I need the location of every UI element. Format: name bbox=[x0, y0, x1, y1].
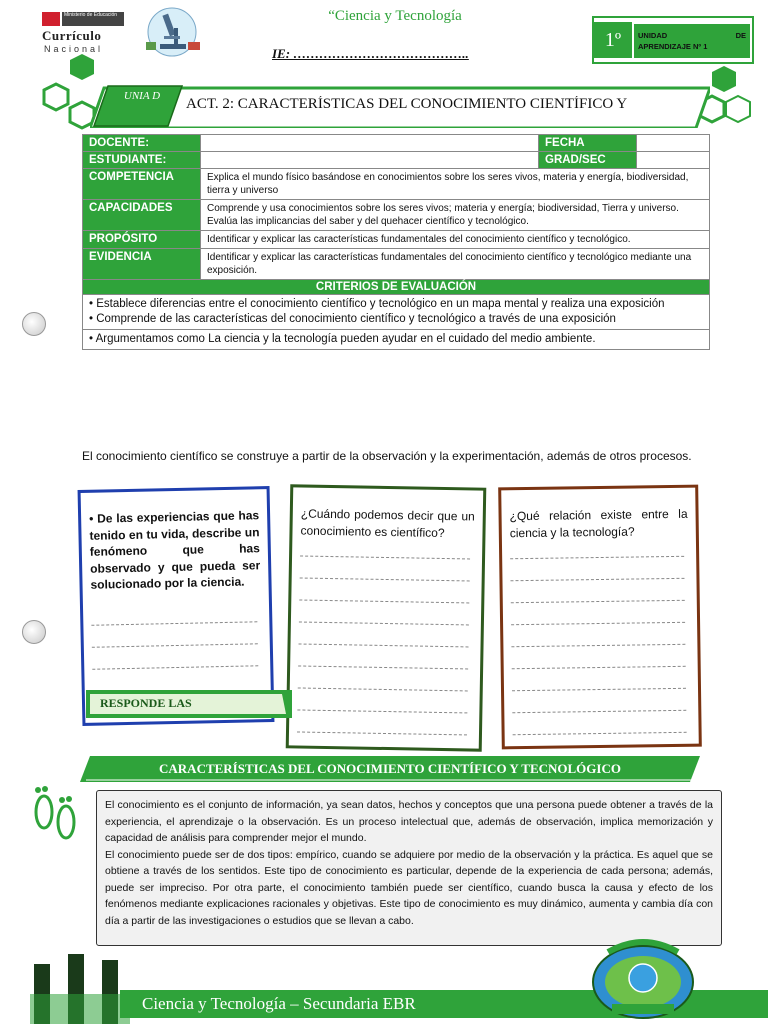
activity-banner bbox=[90, 84, 710, 128]
answer-line[interactable] bbox=[297, 731, 467, 735]
unit-label bbox=[634, 24, 750, 58]
estudiante-field[interactable] bbox=[201, 152, 539, 169]
estudiante-label: ESTUDIANTE: bbox=[83, 152, 201, 169]
docente-label: DOCENTE: bbox=[83, 135, 201, 152]
logo-subtitle: Nacional bbox=[44, 44, 104, 54]
question-box-3 bbox=[498, 485, 702, 750]
science-seal-icon bbox=[588, 938, 698, 1020]
knowledge-paragraph-2: El conocimiento puede ser de dos tipos: empírico, cuando se adquiere por medio de la observación y la práctica. Es aquel que se obtiene a través de los sentidos. Este tipo de conocimiento es particular, depende de la experiencia de cada persona; además, puede ser impreciso. Por otra parte, el conocimiento también puede ser científico, cuando busca la causa y efecto de los fenómenos mediante explicaciones racionales y objetivas. Este tipo de conocimiento es muy dinámico, aumenta y cambia día con día a partir de las investigaciones o estudios que se llevan a cabo. bbox=[105, 848, 713, 927]
table-row bbox=[83, 169, 710, 200]
competencia-label: COMPETENCIA bbox=[83, 169, 201, 200]
ie-field[interactable]: IE: ………………………………….. bbox=[272, 46, 469, 61]
answer-line[interactable] bbox=[92, 643, 258, 647]
capacidades-label: CAPACIDADES bbox=[83, 200, 201, 231]
capacidad-1: Comprende y usa conocimientos sobre los seres vivos; materia y energía; biodiversidad, Tierra y universo. bbox=[207, 203, 679, 214]
responde-label: RESPONDE LAS bbox=[100, 696, 192, 710]
logo-title: Currículo bbox=[42, 28, 102, 43]
section-title-banner bbox=[80, 756, 700, 782]
answer-line[interactable] bbox=[297, 709, 467, 713]
answer-line[interactable] bbox=[513, 732, 687, 735]
grad-label: GRAD/SEC bbox=[539, 152, 637, 169]
capacidad-2: Evalúa las implicancias del saber y del quehacer científico y tecnológico. bbox=[207, 216, 529, 227]
answer-line[interactable] bbox=[512, 666, 686, 669]
binder-hole-icon bbox=[22, 620, 46, 644]
docente-field[interactable] bbox=[201, 135, 539, 152]
answer-line[interactable] bbox=[300, 577, 470, 581]
unit-de: DE bbox=[735, 31, 746, 40]
question-3-text: ¿Qué relación existe entre la ciencia y la tecnología? bbox=[509, 506, 688, 540]
answer-line[interactable] bbox=[511, 622, 685, 625]
answer-line[interactable] bbox=[512, 688, 686, 691]
knowledge-text-box bbox=[96, 790, 722, 946]
grade-number: 1º bbox=[594, 22, 632, 58]
footer-stripes-icon bbox=[30, 954, 130, 1024]
table-row bbox=[83, 200, 710, 231]
intro-paragraph: El conocimiento científico se construye a partir de la observación y la experimentación, además de otros procesos. bbox=[82, 449, 692, 463]
criterios-list bbox=[83, 295, 710, 330]
question-1-text: • De las experiencias que has tenido en tu vida, describe un fenómeno que has observado y que pueda ser solucionado por la ciencia. bbox=[89, 508, 261, 592]
question-2-text: ¿Cuándo podemos decir que un conocimiento es científico? bbox=[300, 506, 475, 540]
answer-line[interactable] bbox=[299, 599, 469, 603]
answer-line[interactable] bbox=[300, 555, 470, 559]
grade-unit-box bbox=[592, 16, 754, 64]
evidencia-value: Identificar y explicar las características fundamentales del conocimiento científico y tecnológico mediante una exposición. bbox=[201, 249, 710, 280]
fecha-field[interactable] bbox=[637, 135, 710, 152]
answer-line[interactable] bbox=[298, 687, 468, 691]
capacidades-value bbox=[201, 200, 710, 231]
responde-banner bbox=[86, 690, 292, 718]
table-row bbox=[83, 231, 710, 249]
ministry-label: Ministerio de Educación bbox=[62, 12, 124, 26]
activity-info-table bbox=[82, 134, 710, 350]
criterio-item: • Comprende de las características del conocimiento científico y tecnológico a través de una exposición bbox=[89, 313, 616, 325]
unit-tag: UNIA D bbox=[123, 90, 161, 102]
unit-word: UNIDAD bbox=[638, 31, 668, 40]
criterio-item: • Argumentamos como La ciencia y la tecnología pueden ayudar en el cuidado del medio ambiente. bbox=[83, 330, 710, 350]
answer-line[interactable] bbox=[511, 600, 685, 603]
answer-line[interactable] bbox=[91, 621, 257, 625]
answer-line[interactable] bbox=[298, 665, 468, 669]
header-title: “Ciencia y Tecnología bbox=[328, 8, 462, 24]
binder-hole-icon bbox=[22, 312, 46, 336]
answer-line[interactable] bbox=[299, 621, 469, 625]
peru-flag-icon bbox=[42, 12, 60, 26]
answer-line[interactable] bbox=[511, 644, 685, 647]
footer-text: Ciencia y Tecnología – Secundaria EBR bbox=[142, 994, 416, 1013]
proposito-label: PROPÓSITO bbox=[83, 231, 201, 249]
knowledge-paragraph-1: El conocimiento es el conjunto de información, ya sean datos, hechos y conceptos que una persona puede obtener a través de la experiencia, el aprendizaje o la observación. Es un proceso intelectual que, además de observación, implica memorización y capacidad de análisis para comprender mejor el mundo. bbox=[105, 799, 713, 844]
criterios-header: CRITERIOS DE EVALUACIÓN bbox=[83, 280, 710, 295]
grad-field[interactable] bbox=[637, 152, 710, 169]
evidencia-label: EVIDENCIA bbox=[83, 249, 201, 280]
fecha-label: FECHA bbox=[539, 135, 637, 152]
question-box-2 bbox=[286, 484, 487, 751]
unit-number: APRENDIZAJE Nº 1 bbox=[638, 42, 708, 51]
criterio-item: • Establece diferencias entre el conocimiento científico y tecnológico en un mapa mental y realiza una exposición bbox=[89, 298, 665, 310]
proposito-value: Identificar y explicar las características fundamentales del conocimiento científico y tecnológico. bbox=[201, 231, 710, 249]
section-title: CARACTERÍSTICAS DEL CONOCIMIENTO CIENTÍFICO Y TECNOLÓGICO bbox=[159, 761, 621, 776]
answer-line[interactable] bbox=[299, 643, 469, 647]
table-row bbox=[83, 249, 710, 280]
microscope-icon bbox=[140, 6, 206, 58]
footprints-icon bbox=[28, 782, 82, 846]
answer-line[interactable] bbox=[92, 665, 258, 669]
activity-title: ACT. 2: CARACTERÍSTICAS DEL CONOCIMIENTO CIENTÍFICO Y bbox=[186, 96, 628, 112]
answer-line[interactable] bbox=[510, 578, 684, 581]
answer-line[interactable] bbox=[510, 556, 684, 559]
competencia-value: Explica el mundo físico basándose en conocimientos sobre los seres vivos, materia y energía, biodiversidad, tierra y universo bbox=[201, 169, 710, 200]
answer-line[interactable] bbox=[512, 710, 686, 713]
